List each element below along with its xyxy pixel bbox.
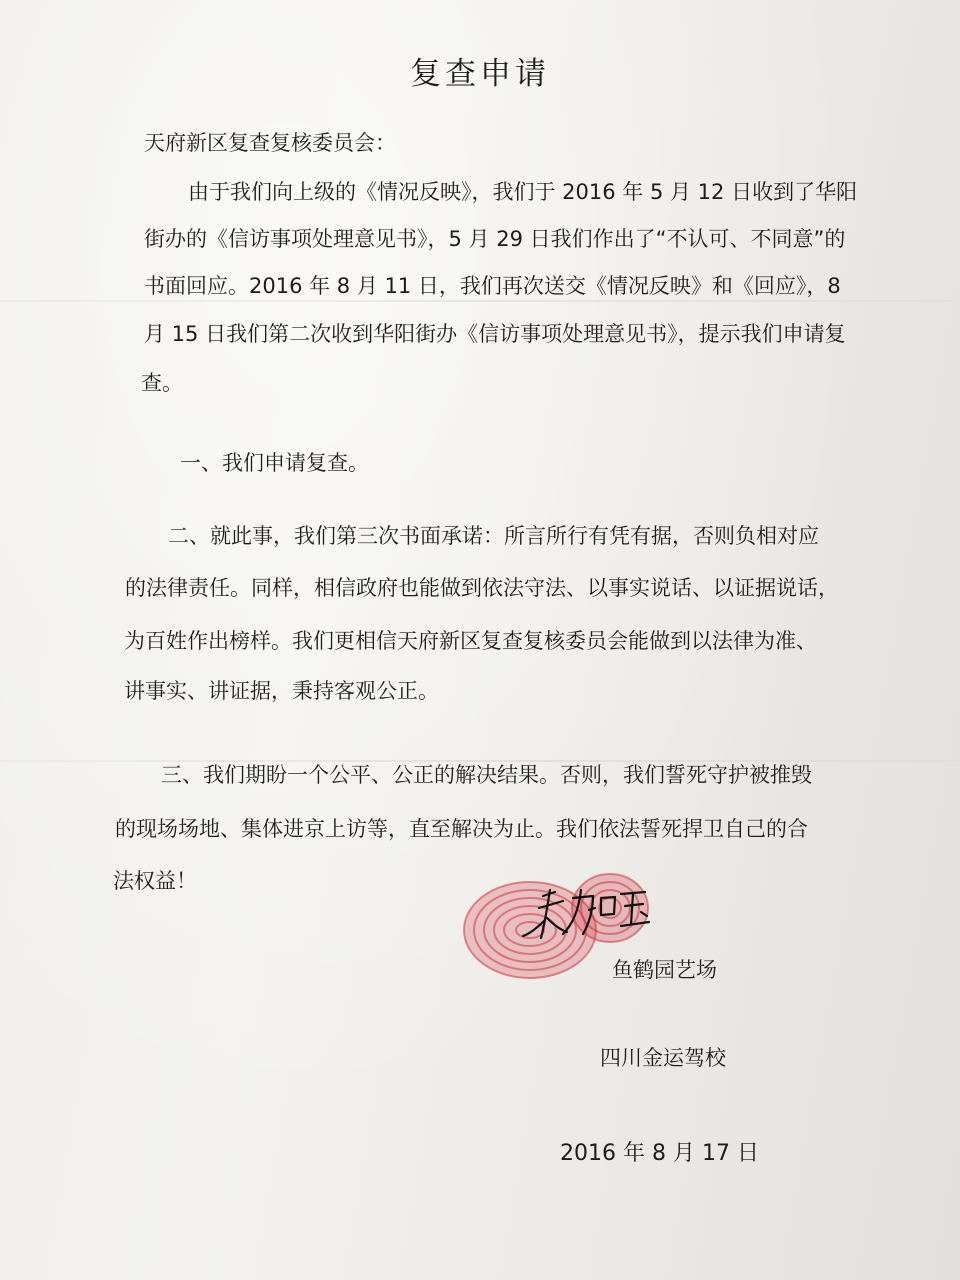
paragraph-1-line-5: 查。 (141, 371, 183, 395)
item-2-line-2: 的法律责任。同样，相信政府也能做到依法守法、以事实说话、以证据说话， (125, 576, 839, 600)
paper-fold-line (0, 760, 960, 762)
item-2-line-4: 讲事实、讲证据，秉持客观公正。 (124, 679, 439, 703)
item-3-line-2: 的现场场地、集体进京上访等，直至解决为止。我们依法誓死捍卫自己的合 (115, 817, 808, 841)
item-3-line-3: 法权益！ (113, 869, 197, 893)
paragraph-1-line-4: 月 15 日我们第二次收到华阳街办《信访事项处理意见书》，提示我们申请复 (144, 322, 846, 346)
paper-fold-line (0, 300, 960, 302)
item-1: 一、我们申请复查。 (180, 451, 369, 475)
addressee: 天府新区复查复核委员会： (144, 131, 396, 155)
document-title: 复查申请 (410, 56, 550, 92)
item-3-line-1: 三、我们期盼一个公平、公正的解决结果。否则，我们誓死守护被推毁 (161, 763, 812, 787)
paragraph-1-line-1: 由于我们向上级的《情况反映》，我们于 2016 年 5 月 12 日收到了华阳 (188, 180, 858, 204)
document-date: 2016 年 8 月 17 日 (560, 1141, 759, 1166)
paragraph-1-line-2: 街办的《信访事项处理意见书》，5 月 29 日我们作出了“不认可、不同意”的 (144, 227, 846, 251)
signatory-1: 鱼鹤园艺场 (612, 958, 717, 982)
item-2-line-1: 二、就此事，我们第三次书面承诺：所言所行有凭有据，否则负相对应 (168, 524, 819, 548)
item-2-line-3: 为百姓作出榜样。我们更相信天府新区复查复核委员会能做到以法律为准、 (124, 629, 817, 653)
signatory-2: 四川金运驾校 (600, 1046, 726, 1070)
paragraph-1-line-3: 书面回应。2016 年 8 月 11 日，我们再次送交《情况反映》和《回应》，8 (144, 274, 841, 298)
